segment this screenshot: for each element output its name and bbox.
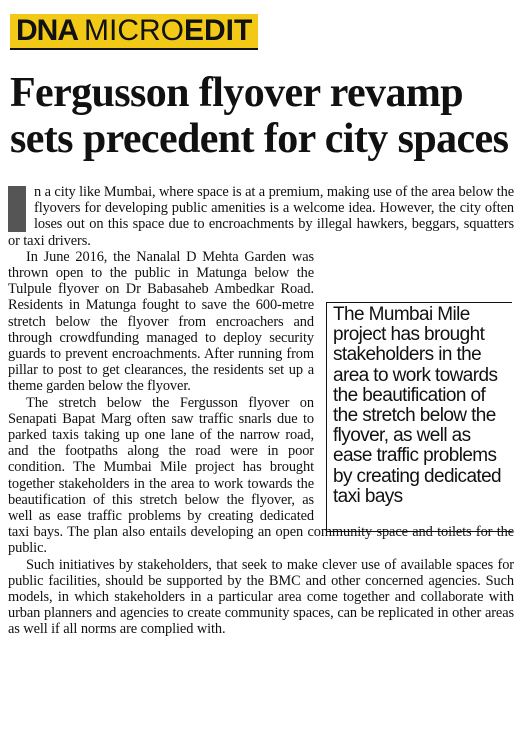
- paragraph-4: Such initiatives by stakeholders, that seek to make clever use of available spaces for public facilities, should be supported by the BMC and other concerned agencies. Such models, in which stakeholders in a particular area come together and collaborate with urban planners and agencies to create community spaces, can be replicated in other areas as well if all norms are complied with.: [8, 556, 514, 638]
- section-name-light: MICRO: [84, 14, 184, 47]
- brand-block: [10, 14, 258, 48]
- section-name-bold: EDIT: [184, 14, 253, 47]
- brand-logo: DNA: [16, 14, 78, 47]
- masthead: [0, 0, 520, 66]
- paragraph-3: The stretch below the Fergusson flyover on Senapati Bapat Marg often saw traffic snarls due to parked taxis taking up one lane of the narrow road, and the footpaths along the road were in poor condition. The Mumbai Mile project has brought together stakeholders in the area to work towards the beautification of this stretch below the flyover, as well as ease traffic problems by creating dedicated taxi bays. The plan also entails developing an open community space and toilets for the public.: [8, 394, 514, 557]
- headline: Fergusson flyover revamp sets precedent for city spaces: [10, 70, 509, 162]
- paragraph-1: n a city like Mumbai, where space is at a premium, making use of the area below the flyovers for developing public amenities is a welcome idea. However, the city often loses out on this space due to encroachments by illegal hawkers, beggars, squatters or taxi drivers.: [8, 184, 514, 249]
- drop-cap-block: [8, 186, 26, 232]
- pull-quote: The Mumbai Mile project has brought stakeholders in the area to work towards the beautification of the stretch below the flyover, as well as ease traffic problems by creating dedicated taxi bays: [326, 302, 512, 532]
- masthead-bar: [10, 14, 258, 50]
- paragraph-2-text: In June 2016, the Nanalal D Mehta Garden was thrown open to the public in Matunga below the Tulpule flyover on Dr Babasaheb Ambedkar Road. Residents in Matunga fought to save the 600-metre stretch below the flyover from encroachers and through crowdfunding managed to deploy security guards to prevent encroachments. After running from pillar to post to get clearances, the residents set up a theme garden below the flyover.: [8, 248, 314, 395]
